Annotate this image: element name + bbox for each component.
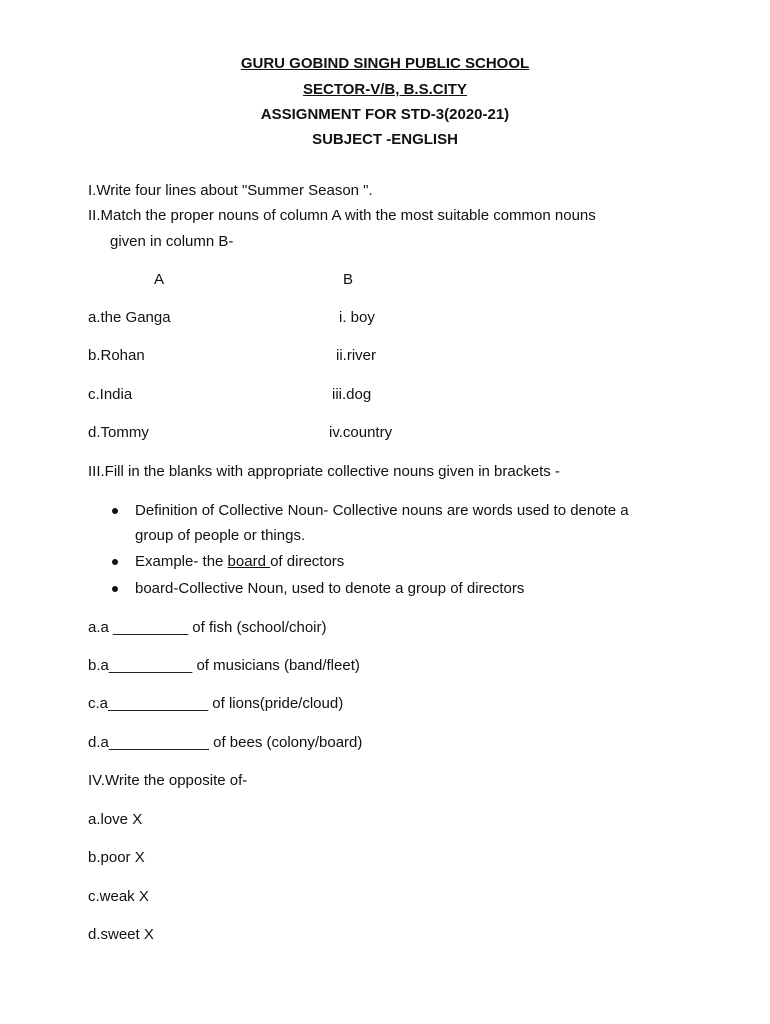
opposite-item: c.weak X (88, 888, 149, 905)
match-row-b: i. boy (339, 309, 375, 326)
example-prefix: Example- the (135, 553, 228, 570)
assignment-title: ASSIGNMENT FOR STD-3(2020-21) (260, 106, 510, 123)
example-suffix: of directors (270, 553, 345, 570)
question-2-line1: II.Match the proper nouns of column A with the most suitable common nouns (88, 207, 596, 224)
opposite-item: d.sweet X (88, 926, 154, 943)
bullet-icon (112, 508, 118, 514)
school-sector: SECTOR-V/B, B.S.CITY (303, 81, 467, 98)
bullet-example (135, 552, 344, 572)
question-2-line2: given in column B- (110, 233, 234, 250)
match-row-b: iv.country (329, 424, 393, 441)
fill-blank-item: d.a____________ of bees (colony/board) (88, 734, 363, 751)
example-underlined-word: board (227, 553, 271, 570)
bullet-definition-line1: Definition of Collective Noun- Collective nouns are words used to denote a (135, 502, 629, 519)
school-name: GURU GOBIND SINGH PUBLIC SCHOOL (240, 55, 530, 72)
question-3: III.Fill in the blanks with appropriate collective nouns given in brackets - (88, 463, 560, 480)
bullet-definition-line2: group of people or things. (135, 527, 306, 544)
bullet-icon (112, 586, 118, 592)
match-row-b: iii.dog (332, 386, 372, 403)
bullet-collective-noun: board-Collective Noun, used to denote a group of directors (135, 580, 525, 597)
opposite-item: b.poor X (88, 849, 145, 866)
match-row-b: ii.river (336, 347, 376, 364)
match-row-a: b.Rohan (88, 347, 145, 364)
fill-blank-item: a.a _________ of fish (school/choir) (88, 619, 327, 636)
opposite-item: a.love X (88, 811, 143, 828)
column-a-header: A (154, 271, 165, 288)
match-row-a: c.India (88, 386, 133, 403)
question-1: I.Write four lines about "Summer Season ". (88, 182, 373, 199)
match-row-a: d.Tommy (88, 424, 149, 441)
fill-blank-item: b.a__________ of musicians (band/fleet) (88, 657, 360, 674)
column-b-header: B (343, 271, 354, 288)
subject-title: SUBJECT -ENGLISH (312, 131, 458, 148)
fill-blank-item: c.a____________ of lions(pride/cloud) (88, 695, 344, 712)
question-4: IV.Write the opposite of- (88, 772, 248, 789)
match-row-a: a.the Ganga (88, 309, 171, 326)
bullet-icon (112, 559, 118, 565)
